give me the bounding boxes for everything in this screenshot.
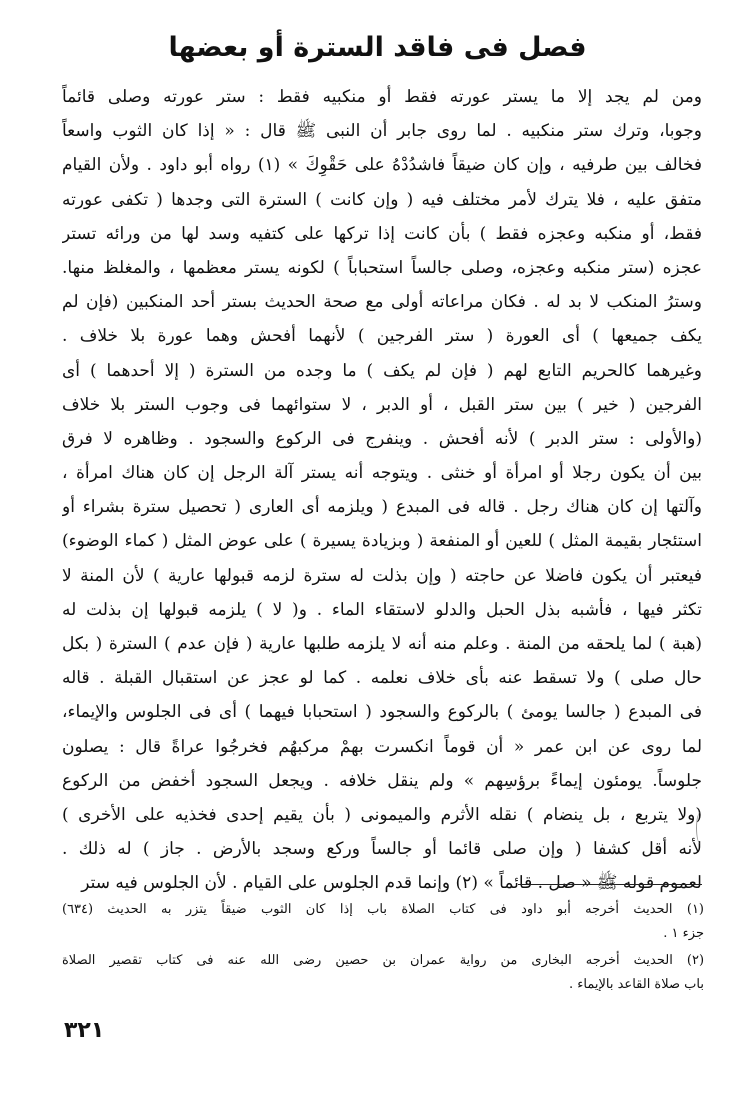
section-heading: فصل فى فاقد السترة أو بعضها [168,32,587,63]
text-line: تكثر فيها ، فأشبه بذل الحبل والدلو لاستقاء الماء . و( لا ) يلزمه قبولها إن بذلت له [62,599,702,620]
footnotes [62,898,704,996]
footnote-2-line: باب صلاة القاعد بالإيماء . [569,976,704,992]
text-line: لعموم قوله ﷺ « صل . قائماً » (٢) وإنما قدم الجلوس على القيام . لأن الجلوس فيه ستر [81,873,702,894]
text-line: متفق عليه ، فلا يترك لأمر مختلف فيه ( وإن كانت ) السترة التى وجدها ( تكفى عورته [62,189,702,210]
footnote-2-line: (٢) الحديث أخرجه البخارى من رواية عمران بن حصين رضى الله عنه فى كتاب تقصير الصلاة [62,953,704,969]
text-line: فقط، أو منكبه وعجزه فقط ) بأن كانت إذا تركها على كتفيه وسد لها من ورائه تستر [62,223,702,244]
main-text-body [62,80,702,901]
text-line: وآلتها إن كان هناك رجل . قاله فى المبدع ( ويلزمه أى العارى ( تحصيل سترة بشراء أو [62,497,702,518]
text-line: عجزه (ستر منكبه وعجزه، وصلى جالساً استحباباً ) لكونه يستر معظمها ، والمغلظ منها. [62,257,702,278]
text-line: يكف جميعها ) أى العورة ( ستر الفرجين ) لأنهما أفحش وهما عورة بلا خلاف . [62,326,702,347]
text-line: (والأولى : ستر الدبر ) لأنه أفحش . وينفرج فى الركوع والسجود . وظاهره لا فرق [62,428,702,449]
text-line: وجوبا، وترك ستر منكبيه . لما روى جابر أن النبى ﷺ قال : « إذا كان الثوب واسعاً [62,121,702,142]
footnote-1-line: (١) الحديث أخرجه أبو داود فى كتاب الصلاة باب إذا كان الثوب ضيقاً يتزر به الحديث (٦٣٤) [62,902,704,917]
text-line: الفرجين ( خير ) بين ستر القبل ، أو الدبر ، لا ستوائهما فى وجوب الستر بلا خلاف [62,394,702,415]
text-line: لأنه أقل كشفا ( وإن صلى قائما أو جالساً وركع وسجد بالأرض . جاز ) له ذلك . [62,839,702,860]
margin-mark [696,812,705,844]
text-line: بين أن يكون رجلا أو امرأة أو خنثى . ويتوجه أنه يستر آلة الرجل إن كان هناك امرأة ، [62,463,702,484]
text-line: وغيرهما كالحريم التابع لهم ( فإن لم يكف ) ما وجده من السترة ( إلا أحدهما ) أى [62,360,702,381]
text-line: جلوساً. يومئون إيماءً برؤسِهم » ولم ينقل خلافه . ويجعل السجود أخفض من الركوع [62,770,702,791]
text-line: استئجار بقيمة المثل ) للعين أو المنفعة ( وبزيادة يسيرة ) على عوض المثل ( كماء الوضوء) [62,531,702,552]
text-line: ومن لم يجد إلا ما يستر عورته فقط أو منكبيه فقط : ستر عورته وصلى قائماً [62,87,702,107]
text-line: فخالف بين طرفيه ، وإن كان ضيقاً فاشدُدْهُ على حَقْوِكَ » (١) رواه أبو داود . ولأن القيام [62,155,702,176]
text-line: فى المبدع ( جالسا يومئ ) بالركوع والسجود ( استحبابا فيهما ) أى فى الجلوس والإيماء، [62,702,702,723]
text-line: وسترُ المنكب لا بد له . فكان مراعاته أولى مع صحة الحديث بستر أحد المنكبين (فإن لم [62,292,702,313]
text-line: لما روى عن ابن عمر « أن قوماً انكسرت بهمْ مركبهُم فخرجُوا عراةً قال : يصلون [62,736,702,757]
text-line: فيعتبر أن يكون فاضلا عن حاجته ( وإن بذلت له سترة لزمه قبولها عارية ) لأن المنة لا [62,565,702,586]
footnote-separator [518,884,702,885]
text-line: حال صلى ) ولا تسقط عنه بأى خلاف نعلمه . كما لو عجز عن استقبال القبلة . قاله [62,668,702,689]
footnote-1-line: جزء ١ . [663,925,704,941]
page-number: ٣٢١ [64,1018,105,1043]
text-line: (ولا يتربع ، بل ينضام ) نقله الأثرم والميمونى ( بأن يقيم إحدى فخذيه على الأخرى ) [62,804,702,825]
text-line: (هبة ) لما يلحقه من المنة . وعلم منه أنه لا يلزمه طلبها عارية ( فإن عدم ) السترة ( بكل [62,634,702,654]
